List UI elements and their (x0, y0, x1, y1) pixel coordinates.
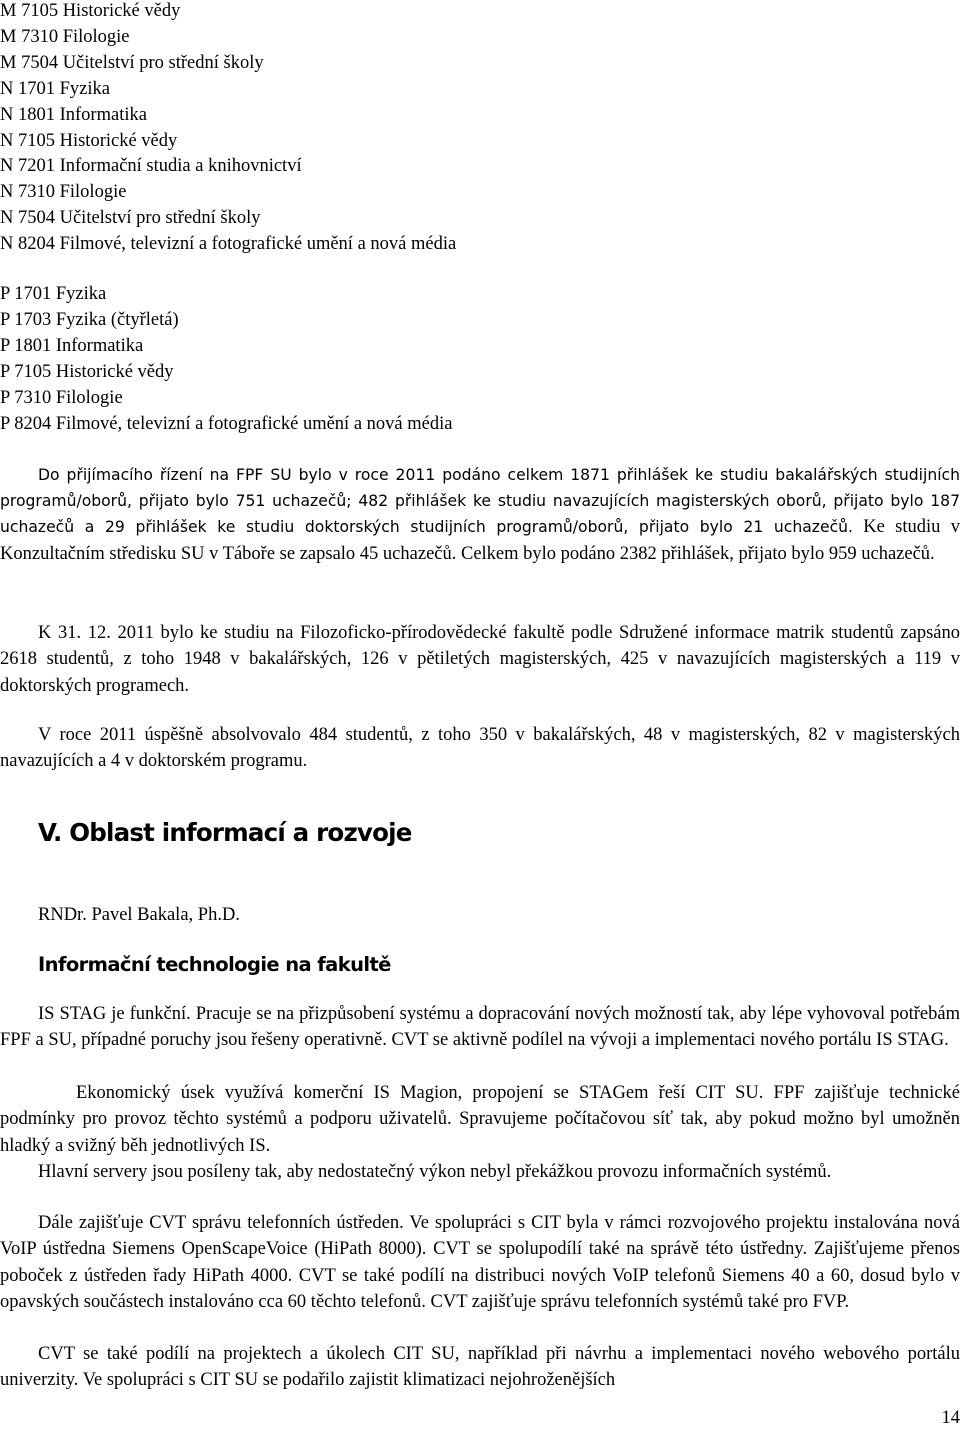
study-programs-list-p (0, 282, 620, 437)
telephony-paragraph: Dále zajišťuje CVT správu telefonních ústředen. Ve spolupráci s CIT byla v rámci rozvojového projektu instalována nová VoIP ústředna Siemens OpenScapeVoice (HiPath 8000). CVT se spolupodílí také na správě této ústředny. Zajišťujeme přenos poboček z ústředen řady HiPath 4000. CVT se také podílí na distribuci nových VoIP telefonů Siemens 40 a 60, dosud bylo v opavských součástech instalováno cca 60 těchto telefonů. CVT zajišťuje správu telefonních systémů také pro FVP. (0, 1213, 960, 1312)
list-item: P 7105 Historické vědy (0, 361, 174, 382)
graduates-paragraph: V roce 2011 úspěšně absolvovalo 484 studentů, z toho 350 v bakalářských, 48 v magisterských, 82 v magisterských navazujících a 4 v doktorském programu. (0, 725, 960, 772)
servers-paragraph: Hlavní servery jsou posíleny tak, aby nedostatečný výkon nebyl překážkou provozu informačních systémů. (38, 1162, 832, 1182)
stag-paragraph: IS STAG je funkční. Pracuje se na přizpůsobení systému a dopracování nových možností tak, aby lépe vyhovoval potřebám FPF a SU, případné poruchy jsou řešeny operativně. CVT se aktivně podílel na vývoji a implementaci nového portálu IS STAG. (0, 1004, 960, 1051)
list-item: N 7310 Filologie (0, 182, 127, 203)
subsection-heading: Informační technologie na fakultě (38, 953, 391, 976)
list-item: M 7310 Filologie (0, 26, 130, 47)
list-item: P 7310 Filologie (0, 387, 123, 408)
list-item: N 7201 Informační studia a knihovnictví (0, 156, 302, 177)
section-heading: V. Oblast informací a rozvoje (38, 818, 412, 847)
magion-paragraph: Ekonomický úsek využívá komerční IS Magion, propojení se STAGem řeší CIT SU. FPF zajišťuje technické podmínky pro provoz těchto systémů a podporu uživatelů. Spravujeme počítačovou síť tak, aby pokud možno byl umožněn hladký a svižný běh jednotlivých IS. (0, 1083, 960, 1156)
admission-text-sans: Do přijímacího řízení na FPF SU bylo v roce 2011 podáno celkem 1871 přihlášek ke studiu bakalářských studijních programů/oborů, přijato bylo 751 uchazečů; 482 přihlášek ke studiu navazujících magisterských oborů, přijato bylo 187 uchazečů a 29 přihlášek ke studiu doktorských studijních programů/oborů, přijato bylo 21 uchazečů. (0, 466, 960, 537)
list-item: P 8204 Filmové, televizní a fotografické umění a nová média (0, 413, 453, 434)
list-item: N 7105 Historické vědy (0, 130, 178, 151)
list-item: P 1703 Fyzika (čtyřletá) (0, 309, 179, 330)
list-item: M 7504 Učitelství pro střední školy (0, 52, 264, 73)
study-programs-list-mn (0, 0, 620, 258)
list-item: N 1701 Fyzika (0, 78, 110, 99)
admission-paragraph (0, 462, 960, 567)
list-item: N 7504 Učitelství pro střední školy (0, 208, 261, 229)
list-item: N 1801 Informatika (0, 104, 147, 125)
admission-text-serif: Ke studiu v Konzultačním středisku SU v Táboře se zapsalo 45 uchazečů. Celkem bylo podáno 2382 přihlášek, přijato bylo 959 uchazečů. (0, 517, 960, 564)
enrollment-paragraph: K 31. 12. 2011 bylo ke studiu na Filozoficko-přírodovědecké fakultě podle Sdružené informace matrik studentů zapsáno 2618 studentů, z toho 1948 v bakalářských, 126 v pětiletých magisterských, 425 v navazujících magisterských a 119 v doktorských programech. (0, 623, 960, 696)
list-item: P 1701 Fyzika (0, 284, 107, 304)
portal-paragraph: CVT se také podílí na projektech a úkolech CIT SU, například při návrhu a implementaci nového webového portálu univerzity. Ve spolupráci s CIT SU se podařilo zajistit klimatizaci nejohroženějších (0, 1344, 960, 1391)
page-number: 14 (941, 1408, 960, 1428)
list-item: P 1801 Informatika (0, 335, 144, 356)
author-name: RNDr. Pavel Bakala, Ph.D. (38, 905, 240, 925)
list-item: N 8204 Filmové, televizní a fotografické umění a nová média (0, 234, 457, 255)
list-item: M 7105 Historické vědy (0, 1, 181, 21)
